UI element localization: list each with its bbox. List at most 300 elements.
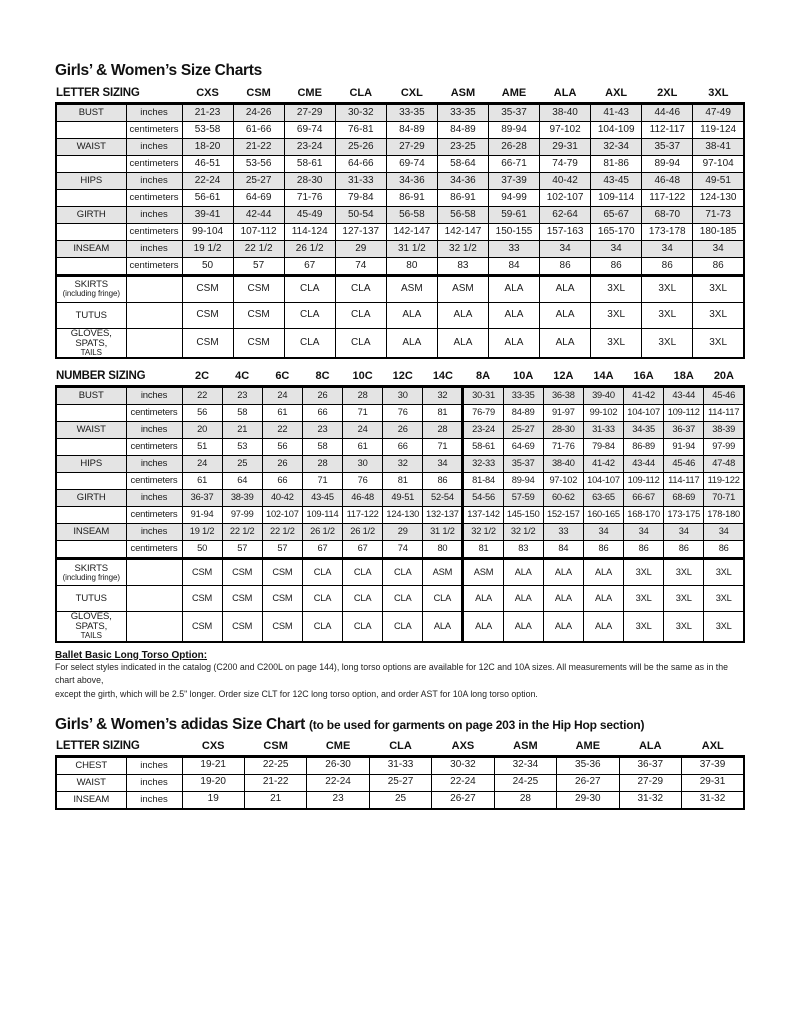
- value-cell: ALA: [463, 612, 503, 642]
- value-cell: 68-70: [642, 207, 693, 224]
- value-cell: ASM: [423, 559, 463, 586]
- value-cell: 71-76: [543, 439, 583, 456]
- value-cell: 34-36: [386, 173, 437, 190]
- unit-label: inches: [126, 104, 182, 122]
- value-cell: 83: [503, 541, 543, 559]
- column-header: 16A: [624, 368, 664, 387]
- table-row: [56, 258, 744, 276]
- column-header: CSM: [233, 85, 284, 104]
- header-row: [56, 738, 744, 757]
- value-cell: 91-94: [664, 439, 704, 456]
- value-cell: 34-36: [437, 173, 488, 190]
- value-cell: 61-66: [233, 122, 284, 139]
- column-header: 6C: [262, 368, 302, 387]
- value-cell: 53: [222, 439, 262, 456]
- value-cell: 81: [423, 405, 463, 422]
- value-cell: 56: [182, 405, 222, 422]
- table-row: [56, 329, 744, 359]
- value-cell: 3XL: [591, 303, 642, 329]
- value-cell: 3XL: [693, 329, 744, 359]
- column-header: CXS: [182, 738, 244, 757]
- value-cell: 19 1/2: [182, 241, 233, 258]
- value-cell: 22: [262, 422, 302, 439]
- value-cell: CLA: [343, 586, 383, 612]
- unit-label: inches: [126, 456, 182, 473]
- unit-label: centimeters: [126, 507, 182, 524]
- row-label-text: WAIST: [76, 141, 106, 153]
- unit-label: centimeters: [126, 224, 182, 241]
- value-cell: 168-170: [624, 507, 664, 524]
- table-row: [56, 122, 744, 139]
- value-cell: CLA: [335, 329, 386, 359]
- value-cell: 43-45: [302, 490, 342, 507]
- value-cell: 34: [583, 524, 623, 541]
- value-cell: 26: [302, 387, 342, 405]
- value-cell: 3XL: [624, 586, 664, 612]
- value-cell: 47-49: [693, 104, 744, 122]
- column-header: 2C: [182, 368, 222, 387]
- value-cell: 109-114: [302, 507, 342, 524]
- value-cell: ALA: [583, 586, 623, 612]
- value-cell: 3XL: [693, 303, 744, 329]
- value-cell: 22-25: [244, 756, 306, 774]
- value-cell: 33-35: [386, 104, 437, 122]
- row-label-text: TUTUS: [75, 592, 107, 604]
- value-cell: CLA: [335, 303, 386, 329]
- value-cell: 32-34: [591, 139, 642, 156]
- table-row: [56, 207, 744, 224]
- column-header: CSM: [244, 738, 306, 757]
- row-label-text: SKIRTS: [74, 279, 109, 291]
- value-cell: 49-51: [383, 490, 423, 507]
- table-header-label: NUMBER SIZING: [56, 368, 182, 387]
- value-cell: 24: [343, 422, 383, 439]
- value-cell: 76-81: [335, 122, 386, 139]
- value-cell: 19-21: [182, 756, 244, 774]
- value-cell: 38-39: [222, 490, 262, 507]
- row-label-text: HIPS: [80, 175, 103, 187]
- row-label: [56, 156, 126, 173]
- value-cell: 20: [182, 422, 222, 439]
- unit-label: inches: [126, 387, 182, 405]
- value-cell: 142-147: [437, 224, 488, 241]
- row-label: [56, 224, 126, 241]
- value-cell: 173-175: [664, 507, 704, 524]
- number-size-table: [55, 368, 745, 642]
- value-cell: 26 1/2: [284, 241, 335, 258]
- value-cell: 86: [624, 541, 664, 559]
- table-row: [56, 774, 744, 791]
- value-cell: CLA: [383, 612, 423, 642]
- value-cell: CSM: [222, 559, 262, 586]
- row-label: [56, 303, 126, 329]
- value-cell: 89-94: [488, 122, 539, 139]
- unit-label: centimeters: [126, 190, 182, 207]
- row-label: [56, 456, 126, 473]
- table-row: [56, 156, 744, 173]
- value-cell: ALA: [543, 586, 583, 612]
- value-cell: 34: [642, 241, 693, 258]
- value-cell: 91-94: [182, 507, 222, 524]
- row-label: [56, 791, 126, 809]
- value-cell: 3XL: [664, 559, 704, 586]
- value-cell: 38-40: [543, 456, 583, 473]
- value-cell: CSM: [182, 276, 233, 303]
- value-cell: ALA: [488, 303, 539, 329]
- value-cell: 66: [262, 473, 302, 490]
- value-cell: 84: [488, 258, 539, 276]
- value-cell: 37-39: [488, 173, 539, 190]
- column-header: 8C: [302, 368, 342, 387]
- value-cell: 57: [222, 541, 262, 559]
- letter-size-table: [55, 85, 745, 359]
- value-cell: 178-180: [704, 507, 744, 524]
- value-cell: CLA: [284, 276, 335, 303]
- table-row: [56, 490, 744, 507]
- value-cell: 32: [383, 456, 423, 473]
- table-row: [56, 756, 744, 774]
- value-cell: 26-27: [432, 791, 494, 809]
- value-cell: 27-29: [386, 139, 437, 156]
- note-line-1: For select styles indicated in the catalog (C200 and C200L on page 144), long torso options are available for 12C and 10A sizes. All measurements will be the same as in the chart above,: [55, 661, 729, 686]
- unit-label: centimeters: [126, 541, 182, 559]
- column-header: CXS: [182, 85, 233, 104]
- value-cell: 58-64: [437, 156, 488, 173]
- value-cell: 60-62: [543, 490, 583, 507]
- value-cell: ALA: [543, 559, 583, 586]
- value-cell: 30-32: [335, 104, 386, 122]
- column-header: 14A: [583, 368, 623, 387]
- value-cell: 69-74: [386, 156, 437, 173]
- value-cell: 64-66: [335, 156, 386, 173]
- unit-label: [126, 276, 182, 303]
- value-cell: 76-79: [463, 405, 503, 422]
- row-label-text: GIRTH: [76, 209, 106, 221]
- value-cell: 61: [262, 405, 302, 422]
- value-cell: 32: [423, 387, 463, 405]
- value-cell: 79-84: [583, 439, 623, 456]
- value-cell: 76: [343, 473, 383, 490]
- value-cell: 22 1/2: [262, 524, 302, 541]
- value-cell: 99-102: [583, 405, 623, 422]
- value-cell: ALA: [488, 276, 539, 303]
- value-cell: 32 1/2: [437, 241, 488, 258]
- row-sublabel-text: (including fringe): [62, 289, 120, 299]
- value-cell: 32-33: [463, 456, 503, 473]
- table-row: [56, 456, 744, 473]
- adidas-size-table: [55, 738, 745, 810]
- row-label: [56, 122, 126, 139]
- table-row: [56, 276, 744, 303]
- value-cell: 35-37: [488, 104, 539, 122]
- value-cell: 28-30: [543, 422, 583, 439]
- table-row: [56, 422, 744, 439]
- value-cell: 33-35: [437, 104, 488, 122]
- value-cell: 66: [383, 439, 423, 456]
- value-cell: 61: [182, 473, 222, 490]
- value-cell: 86-91: [437, 190, 488, 207]
- value-cell: 27-29: [284, 104, 335, 122]
- value-cell: 38-40: [540, 104, 591, 122]
- row-label-text: TUTUS: [75, 309, 107, 321]
- row-label: [56, 559, 126, 586]
- value-cell: 84-89: [503, 405, 543, 422]
- value-cell: CSM: [262, 586, 302, 612]
- adidas-chart-title-sub: (to be used for garments on page 203 in the Hip Hop section): [308, 717, 645, 732]
- value-cell: 22-24: [432, 774, 494, 791]
- column-header: ALA: [540, 85, 591, 104]
- unit-label: [126, 303, 182, 329]
- table-row: [56, 224, 744, 241]
- value-cell: 28-30: [284, 173, 335, 190]
- value-cell: 58-61: [463, 439, 503, 456]
- value-cell: 23-25: [437, 139, 488, 156]
- value-cell: 86: [642, 258, 693, 276]
- value-cell: 58: [222, 405, 262, 422]
- column-header: AXL: [591, 85, 642, 104]
- row-label: [56, 276, 126, 303]
- value-cell: 36-38: [543, 387, 583, 405]
- value-cell: 28: [302, 456, 342, 473]
- value-cell: 3XL: [591, 329, 642, 359]
- column-header: 20A: [704, 368, 744, 387]
- value-cell: CLA: [302, 612, 342, 642]
- table-row: [56, 524, 744, 541]
- row-label-text: INSEAM: [73, 793, 110, 805]
- row-label-text: GIRTH: [76, 492, 106, 504]
- value-cell: 38-39: [704, 422, 744, 439]
- value-cell: 142-147: [386, 224, 437, 241]
- row-label-text: HIPS: [80, 458, 103, 470]
- column-header: CLA: [335, 85, 386, 104]
- value-cell: 180-185: [693, 224, 744, 241]
- value-cell: 109-112: [624, 473, 664, 490]
- table-row: [56, 507, 744, 524]
- value-cell: 99-104: [182, 224, 233, 241]
- unit-label: inches: [126, 756, 182, 774]
- value-cell: ALA: [437, 303, 488, 329]
- value-cell: 104-107: [624, 405, 664, 422]
- value-cell: 86: [540, 258, 591, 276]
- row-label: [56, 241, 126, 258]
- row-label-text: WAIST: [76, 424, 106, 436]
- row-label-text: CHEST: [75, 759, 108, 771]
- value-cell: 150-155: [488, 224, 539, 241]
- value-cell: 21-23: [182, 104, 233, 122]
- value-cell: CLA: [335, 276, 386, 303]
- column-header: 4C: [222, 368, 262, 387]
- adidas-sizing-table-container: [55, 738, 745, 810]
- value-cell: 86-91: [386, 190, 437, 207]
- value-cell: CSM: [182, 612, 222, 642]
- value-cell: 57: [233, 258, 284, 276]
- row-label: [56, 207, 126, 224]
- value-cell: 33: [488, 241, 539, 258]
- table-row: [56, 541, 744, 559]
- value-cell: 56-58: [386, 207, 437, 224]
- value-cell: 102-107: [540, 190, 591, 207]
- column-header: 14C: [423, 368, 463, 387]
- column-header: CXL: [386, 85, 437, 104]
- value-cell: 59-61: [488, 207, 539, 224]
- value-cell: 86-89: [624, 439, 664, 456]
- value-cell: 68-69: [664, 490, 704, 507]
- value-cell: 57-59: [503, 490, 543, 507]
- unit-label: inches: [126, 774, 182, 791]
- value-cell: 35-37: [642, 139, 693, 156]
- value-cell: 40-42: [262, 490, 302, 507]
- unit-label: [126, 612, 182, 642]
- value-cell: 3XL: [693, 276, 744, 303]
- value-cell: 86: [704, 541, 744, 559]
- value-cell: 97-102: [540, 122, 591, 139]
- value-cell: 83: [437, 258, 488, 276]
- column-header: 8A: [463, 368, 503, 387]
- value-cell: ALA: [503, 559, 543, 586]
- row-label-text: INSEAM: [73, 243, 110, 255]
- value-cell: ALA: [583, 612, 623, 642]
- column-header: 10C: [343, 368, 383, 387]
- value-cell: 71: [302, 473, 342, 490]
- value-cell: 34: [693, 241, 744, 258]
- value-cell: 102-107: [262, 507, 302, 524]
- value-cell: 53-56: [233, 156, 284, 173]
- value-cell: 34: [591, 241, 642, 258]
- value-cell: 74-79: [540, 156, 591, 173]
- unit-label: centimeters: [126, 439, 182, 456]
- value-cell: 84: [543, 541, 583, 559]
- value-cell: 81-86: [591, 156, 642, 173]
- value-cell: 41-43: [591, 104, 642, 122]
- value-cell: 31-33: [335, 173, 386, 190]
- value-cell: 22 1/2: [222, 524, 262, 541]
- value-cell: 29-31: [682, 774, 745, 791]
- value-cell: 80: [386, 258, 437, 276]
- value-cell: 3XL: [624, 559, 664, 586]
- value-cell: 26-28: [488, 139, 539, 156]
- row-label: [56, 586, 126, 612]
- value-cell: 52-54: [423, 490, 463, 507]
- value-cell: CSM: [182, 303, 233, 329]
- row-label: [56, 490, 126, 507]
- value-cell: 81: [383, 473, 423, 490]
- value-cell: 18-20: [182, 139, 233, 156]
- value-cell: 119-124: [693, 122, 744, 139]
- column-header: 3XL: [693, 85, 744, 104]
- unit-label: inches: [126, 173, 182, 190]
- table-row: [56, 405, 744, 422]
- table-row: [56, 303, 744, 329]
- row-label: [56, 139, 126, 156]
- value-cell: 49-51: [693, 173, 744, 190]
- value-cell: 3XL: [642, 276, 693, 303]
- value-cell: 44-46: [642, 104, 693, 122]
- row-sublabel-text: TAILS: [80, 347, 102, 357]
- value-cell: 43-45: [591, 173, 642, 190]
- value-cell: 19-20: [182, 774, 244, 791]
- page-title: Girls’ & Women’s Size Charts: [55, 62, 262, 79]
- value-cell: 112-117: [642, 122, 693, 139]
- value-cell: 39-41: [182, 207, 233, 224]
- row-label: [56, 473, 126, 490]
- row-label: [56, 258, 126, 276]
- value-cell: 45-49: [284, 207, 335, 224]
- value-cell: 26-27: [557, 774, 619, 791]
- value-cell: CLA: [302, 559, 342, 586]
- value-cell: 35-37: [503, 456, 543, 473]
- value-cell: 46-48: [642, 173, 693, 190]
- value-cell: 23-24: [463, 422, 503, 439]
- unit-label: centimeters: [126, 122, 182, 139]
- value-cell: ALA: [540, 303, 591, 329]
- value-cell: 34: [624, 524, 664, 541]
- value-cell: 30: [383, 387, 423, 405]
- value-cell: 3XL: [642, 329, 693, 359]
- value-cell: 3XL: [704, 612, 744, 642]
- value-cell: ALA: [437, 329, 488, 359]
- value-cell: ALA: [583, 559, 623, 586]
- row-label: [56, 524, 126, 541]
- value-cell: 36-37: [619, 756, 681, 774]
- value-cell: CSM: [233, 329, 284, 359]
- value-cell: CSM: [182, 586, 222, 612]
- value-cell: 53-58: [182, 122, 233, 139]
- unit-label: [126, 329, 182, 359]
- value-cell: 97-99: [704, 439, 744, 456]
- value-cell: 104-107: [583, 473, 623, 490]
- value-cell: 69-74: [284, 122, 335, 139]
- value-cell: 22 1/2: [233, 241, 284, 258]
- value-cell: 26 1/2: [343, 524, 383, 541]
- row-label: [56, 173, 126, 190]
- unit-label: inches: [126, 139, 182, 156]
- value-cell: CLA: [343, 559, 383, 586]
- value-cell: 24-25: [494, 774, 556, 791]
- value-cell: 117-122: [642, 190, 693, 207]
- value-cell: 61: [343, 439, 383, 456]
- value-cell: 30: [343, 456, 383, 473]
- value-cell: 34: [540, 241, 591, 258]
- value-cell: 173-178: [642, 224, 693, 241]
- value-cell: ALA: [463, 586, 503, 612]
- value-cell: 54-56: [463, 490, 503, 507]
- value-cell: 24: [182, 456, 222, 473]
- note-line-2: except the girth, which will be 2.5" longer. Order size CLT for 12C long torso option, and order AST for 10A long torso option.: [55, 688, 538, 699]
- value-cell: ALA: [386, 303, 437, 329]
- value-cell: 50-54: [335, 207, 386, 224]
- value-cell: 81: [463, 541, 503, 559]
- value-cell: 19: [182, 791, 244, 809]
- value-cell: 71: [423, 439, 463, 456]
- value-cell: 31-32: [682, 791, 745, 809]
- value-cell: 71-73: [693, 207, 744, 224]
- column-header: 2XL: [642, 85, 693, 104]
- number-sizing-table-container: [55, 368, 745, 642]
- value-cell: ALA: [543, 612, 583, 642]
- value-cell: 23: [307, 791, 369, 809]
- column-header: CLA: [369, 738, 431, 757]
- value-cell: CLA: [302, 586, 342, 612]
- value-cell: 23: [302, 422, 342, 439]
- value-cell: 40-42: [540, 173, 591, 190]
- column-header: ASM: [494, 738, 556, 757]
- value-cell: CLA: [343, 612, 383, 642]
- row-label-text: WAIST: [76, 776, 106, 788]
- value-cell: 24: [262, 387, 302, 405]
- column-header: AME: [488, 85, 539, 104]
- header-row: [56, 368, 744, 387]
- value-cell: 109-112: [664, 405, 704, 422]
